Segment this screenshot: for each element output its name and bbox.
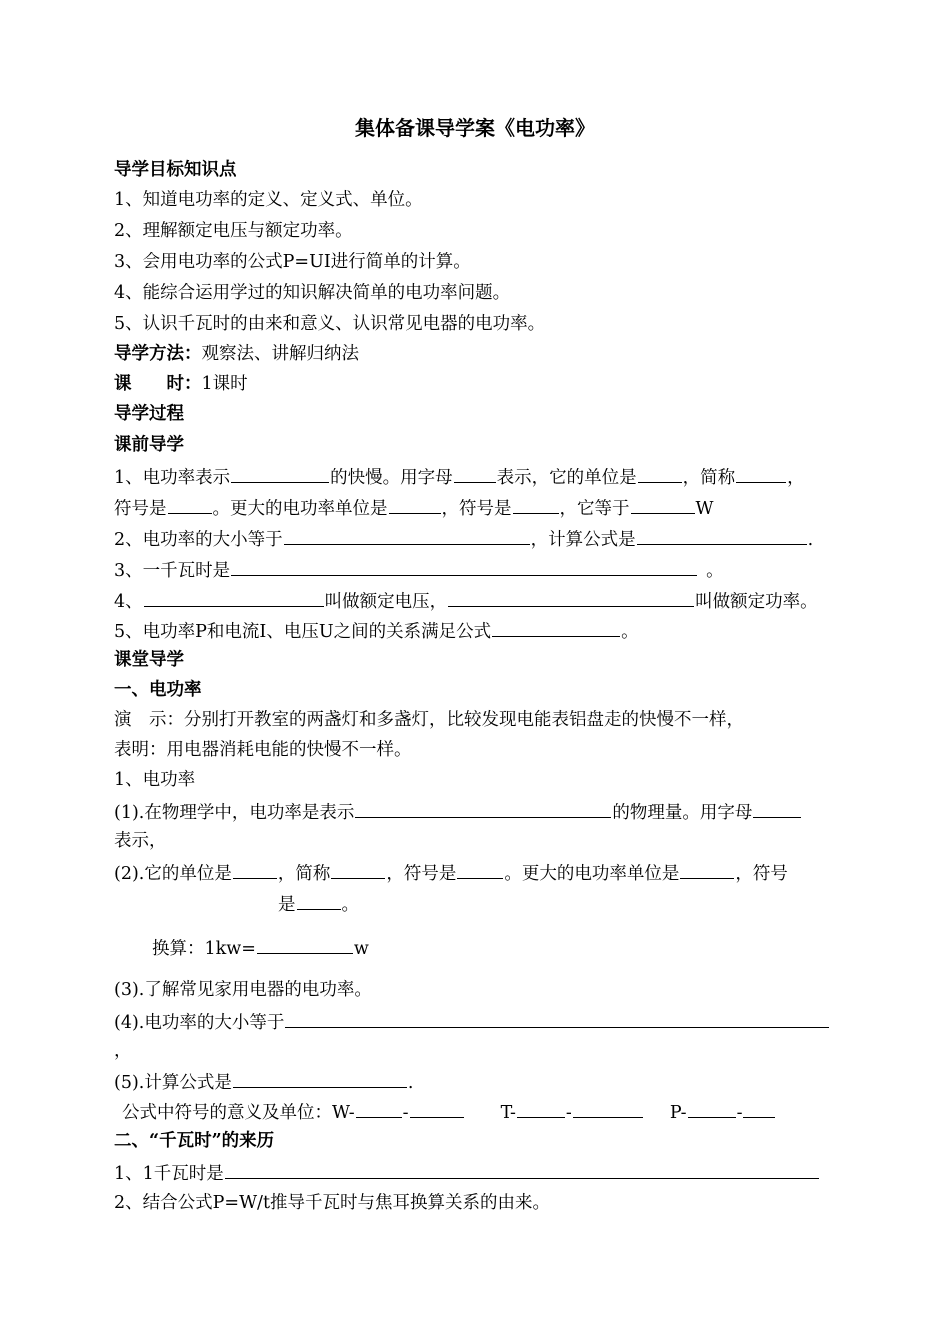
pre-q1-text-h: ，符号是 [441, 499, 512, 519]
answer-blank[interactable] [389, 495, 441, 514]
answer-blank[interactable] [492, 618, 620, 637]
answer-blank[interactable] [331, 860, 385, 879]
class-p1-text-a: (1).在物理学中，电功率是表示 [114, 803, 355, 823]
answer-blank[interactable] [631, 495, 695, 514]
answer-blank[interactable] [454, 464, 496, 483]
answer-blank[interactable] [225, 1160, 819, 1179]
answer-blank[interactable] [517, 1099, 565, 1118]
pre-q1-line1 [114, 464, 805, 488]
class-p2-text-d: 。更大的电功率单位是 [504, 864, 680, 884]
answer-blank[interactable] [457, 860, 503, 879]
pre-q4-text-c: 叫做额定功率。 [695, 592, 818, 612]
answer-blank[interactable] [410, 1099, 464, 1118]
class-p1 [114, 799, 802, 823]
page-title: 集体备课导学案《电功率》 [355, 116, 595, 140]
kwh-item-2: 2、结合公式P=W/t推导千瓦时与焦耳换算关系的由来。 [114, 1193, 550, 1213]
answer-blank[interactable] [743, 1099, 775, 1118]
section-1-heading: 一、电功率 [114, 680, 202, 700]
class-p5 [114, 1069, 413, 1093]
pre-q3 [114, 557, 724, 581]
class-p5-text-a: (5).计算公式是 [114, 1073, 232, 1093]
class-p4-text-a: (4).电功率的大小等于 [114, 1013, 285, 1033]
pre-q2-text-c: . [807, 530, 814, 550]
pre-q4-text-b: 叫做额定电压， [324, 592, 448, 612]
method-text: 观察法、讲解归纳法 [201, 344, 359, 364]
goal-item-1: 1、知道电功率的定义、定义式、单位。 [114, 190, 423, 210]
answer-blank[interactable] [168, 495, 212, 514]
answer-blank[interactable] [513, 495, 559, 514]
answer-blank[interactable] [257, 935, 353, 954]
class-p2-text-f: 是 [278, 895, 296, 915]
answer-blank[interactable] [736, 464, 786, 483]
pre-q1-text-d: ，简称 [682, 468, 736, 488]
shows-line: 表明：用电器消耗电能的快慢不一样。 [114, 740, 412, 760]
demo-line [114, 708, 744, 732]
process-heading: 导学过程 [114, 404, 184, 424]
pre-q2-text-b: ，计算公式是 [530, 530, 636, 550]
class-p1-text-b: 的物理量。用字母 [612, 803, 753, 823]
goals-heading: 导学目标知识点 [114, 160, 237, 180]
dash: - [565, 1103, 572, 1123]
kwh-item-1 [114, 1160, 820, 1184]
conversion-line [152, 935, 369, 959]
conversion-text-a: 换算：1kw= [152, 939, 256, 959]
pre-q1-text-a: 1、电功率表示 [114, 468, 231, 488]
pre-q5-text-a: 5、电功率P和电流I、电压U之间的关系满足公式 [114, 622, 492, 642]
period-text: 1课时 [201, 374, 248, 394]
pre-q1-text-i: ，它等于 [559, 499, 630, 519]
conversion-text-b: w [353, 939, 369, 959]
answer-blank[interactable] [284, 526, 530, 545]
class-heading: 课堂导学 [114, 650, 184, 670]
answer-blank[interactable] [231, 557, 697, 576]
class-p2-text-c: ，符号是 [386, 864, 457, 884]
class-p2 [114, 860, 788, 884]
symbol-label: 公式中符号的意义及单位： [122, 1103, 332, 1123]
class-p2-cont [278, 891, 359, 915]
symbol-t: T- [500, 1103, 516, 1123]
goal-item-5: 5、认识千瓦时的由来和意义、认识常见电器的电功率。 [114, 314, 546, 334]
symbol-meaning-line [122, 1099, 776, 1123]
answer-blank[interactable] [233, 1069, 407, 1088]
answer-blank[interactable] [231, 464, 329, 483]
method-label: 导学方法： [114, 344, 202, 364]
answer-blank[interactable] [638, 464, 682, 483]
answer-blank[interactable] [753, 799, 801, 818]
pre-q1-text-g: 。更大的电功率单位是 [212, 499, 388, 519]
class-p4 [114, 1009, 830, 1033]
answer-blank[interactable] [356, 1099, 402, 1118]
dash: - [402, 1103, 409, 1123]
goal-item-3: 3、会用电功率的公式P=UI进行简单的计算。 [114, 252, 471, 272]
answer-blank[interactable] [448, 588, 694, 607]
answer-blank[interactable] [144, 588, 324, 607]
pre-q2 [114, 526, 813, 550]
period-line [114, 372, 248, 396]
method-line [114, 342, 359, 366]
class-p2-text-b: ，简称 [277, 864, 331, 884]
pre-q4 [114, 588, 818, 612]
pre-q1-text-j: W [695, 499, 714, 519]
pre-q5 [114, 618, 639, 642]
demo-text: 分别打开教室的两盏灯和多盏灯，比较发现电能表铝盘走的快慢不一样， [184, 710, 744, 730]
period-label: 课 时： [114, 374, 202, 394]
answer-blank[interactable] [688, 1099, 736, 1118]
symbol-w: W- [332, 1103, 355, 1123]
answer-blank[interactable] [285, 1009, 829, 1028]
symbol-p: P- [669, 1103, 687, 1123]
kwh-item-1-text: 1、1千瓦时是 [114, 1164, 224, 1184]
answer-blank[interactable] [637, 526, 807, 545]
class-p3: (3).了解常见家用电器的电功率。 [114, 980, 372, 1000]
demo-label: 演 示： [114, 710, 184, 730]
class-p2-text-g: 。 [341, 895, 359, 915]
class-p2-text-e: ，符号 [735, 864, 788, 884]
pre-q3-text-b: 。 [706, 561, 724, 581]
pre-q1-text-c: 表示，它的单位是 [496, 468, 637, 488]
pre-q4-text-a: 4、 [114, 592, 143, 612]
goal-item-2: 2、理解额定电压与额定功率。 [114, 221, 353, 241]
pre-q2-text-a: 2、电功率的大小等于 [114, 530, 283, 550]
answer-blank[interactable] [233, 860, 277, 879]
answer-blank[interactable] [297, 891, 341, 910]
pre-q1-text-b: 的快慢。用字母 [330, 468, 453, 488]
pre-q1-line2 [114, 495, 714, 519]
answer-blank[interactable] [680, 860, 734, 879]
pre-heading: 课前导学 [114, 435, 184, 455]
pre-q5-text-b: 。 [621, 622, 639, 642]
pre-q1-text-f: 符号是 [114, 499, 167, 519]
section-2-heading: 二、“千瓦时”的来历 [114, 1131, 275, 1151]
pre-q3-text-a: 3、一千瓦时是 [114, 561, 231, 581]
class-p4-cont: ， [114, 1041, 132, 1061]
class-p2-text-a: (2).它的单位是 [114, 864, 232, 884]
subsection-1: 1、电功率 [114, 770, 196, 790]
answer-blank[interactable] [573, 1099, 643, 1118]
answer-blank[interactable] [355, 799, 611, 818]
dash: - [736, 1103, 743, 1123]
class-p1-cont: 表示， [114, 831, 167, 851]
class-p5-text-b: . [407, 1073, 414, 1093]
pre-q1-text-e: ， [787, 468, 805, 488]
goal-item-4: 4、能综合运用学过的知识解决简单的电功率问题。 [114, 283, 511, 303]
